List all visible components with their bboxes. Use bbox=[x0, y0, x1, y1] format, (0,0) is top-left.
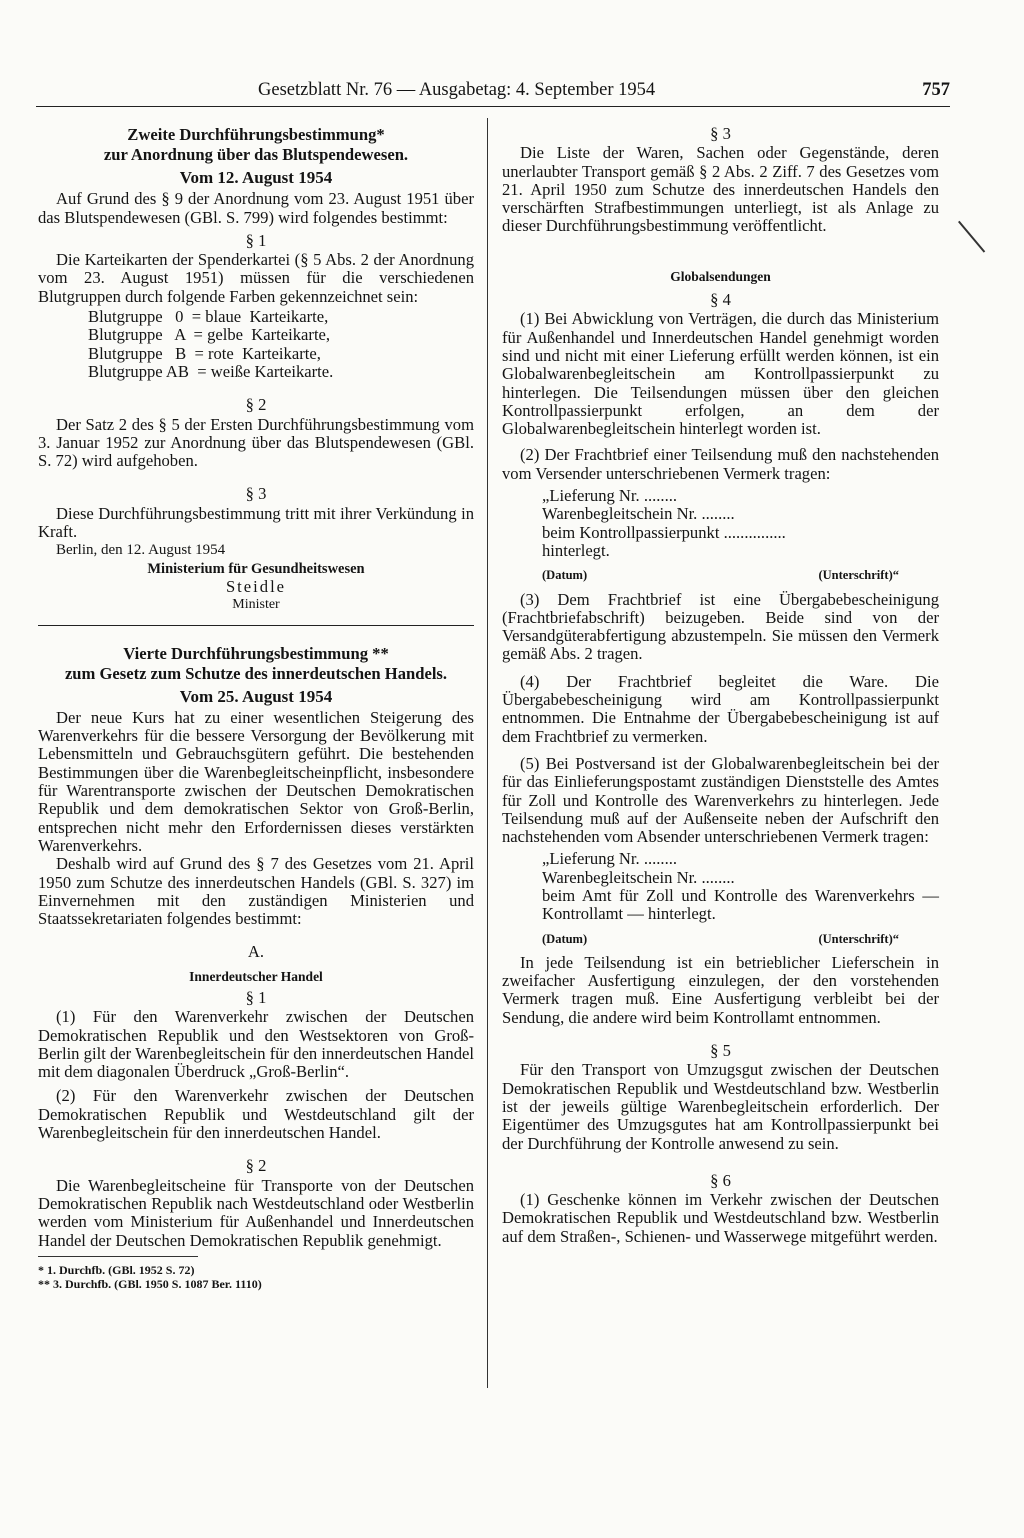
form1-line: Warenbegleitschein Nr. ........ bbox=[542, 504, 735, 524]
decree2-signatory: Steidle bbox=[225, 576, 287, 596]
blood-group-item: Blutgruppe B = rote Karteikarte, bbox=[88, 343, 321, 363]
decree2-intro: Auf Grund des § 9 der Anordnung vom 23. August 1951 über das Blutspendewesen (GBl. S. 799) wird folgendes bestimmt: bbox=[38, 189, 474, 227]
global-shipments-title: Globalsendungen bbox=[670, 268, 771, 284]
form1-signature-row bbox=[542, 566, 939, 584]
section3-heading: § 3 bbox=[710, 124, 731, 143]
page-number: 757 bbox=[922, 80, 950, 100]
margin-mark bbox=[958, 221, 985, 253]
decree4-section2-heading: § 2 bbox=[245, 1156, 267, 1176]
form1-signature-label: (Unterschrift)“ bbox=[818, 568, 899, 583]
decree4-date: Vom 25. August 1954 bbox=[179, 686, 333, 706]
decree4-enactment: Deshalb wird auf Grund des § 7 des Gesetzes vom 21. April 1950 zum Schutze des innerdeutschen Handels (GBl. S. 327) im Einvernehmen mit den zuständigen Ministerien und Staatssekretariaten folgendes bestimmt: bbox=[38, 854, 474, 929]
column-divider bbox=[487, 118, 488, 1388]
form1-line: „Lieferung Nr. ........ bbox=[542, 486, 678, 506]
form2-signature-row bbox=[542, 930, 939, 948]
decree4-section1-para2: (2) Für den Warenverkehr zwischen der Deutschen Demokratischen Republik und Westdeutschland gilt der Warenbegleitschein für den innerdeutschen Handel. bbox=[38, 1086, 474, 1143]
blood-group-item: Blutgruppe AB = weiße Karteikarte. bbox=[88, 361, 334, 381]
decree4-section2-text: Die Warenbegleitscheine für Transporte von der Deutschen Demokratischen Republik nach Westdeutschland oder Westberlin werden vom Ministerium für Außenhandel und Innerdeutschen Handel der Deutschen Demokratischen Republik genehmigt. bbox=[38, 1175, 474, 1250]
footnote: * 1. Durchfb. (GBl. 1952 S. 72) bbox=[38, 1262, 195, 1277]
decree4-preamble: Der neue Kurs hat zu einer wesentlichen Steigerung des Warenverkehrs für die bessere Versorgung der Bevölkerung mit Lebensmitteln und Gebrauchsgütern geführt. Die bestehenden Bestimmungen über die Warenbegleitscheinpflicht, insbesondere für Warentransporte zwischen der Deutschen Demokratischen Republik und dem demokratischen Sektor von Groß-Berlin, entsprechen nicht mehr den Erfordernissen dieses verstärkten Warenverkehrs. bbox=[38, 707, 474, 855]
decree4-title-line1: Vierte Durchführungsbestimmung ** bbox=[123, 643, 389, 663]
decree2-title-line2: zur Anordnung über das Blutspendewesen. bbox=[103, 145, 409, 164]
section6-text: (1) Geschenke können im Verkehr zwischen der Deutschen Demokratischen Republik und Westdeutschland bzw. Westberlin auf dem Straßen-, Schienen- und Wasserwege mitgeführt werden. bbox=[502, 1190, 939, 1246]
form2-line: „Lieferung Nr. ........ bbox=[542, 849, 678, 869]
blood-group-item: Blutgruppe A = gelbe Karteikarte, bbox=[88, 325, 331, 345]
section4-para1: (1) Bei Abwicklung von Verträgen, die durch das Ministerium für Außenhandel und Innerdeutschen Handel genehmigt worden sind und nicht mit einer Lieferung erfüllt werden können, ist ein Globalwarenbegleitschein am Kontrollpassierpunkt zu hinterlegen. Die Teilsendungen müssen über den gleichen Kontrollpassierpunkt erfolgen, an dem der Globalwarenbegleitschein hinterlegt worden ist. bbox=[502, 309, 939, 439]
blood-group-item: Blutgruppe 0 = blaue Karteikarte, bbox=[88, 307, 329, 327]
decree2-title-line1: Zweite Durchführungsbestimmung* bbox=[127, 125, 385, 144]
decree2-section3-heading: § 3 bbox=[245, 484, 267, 504]
form1-date-label: (Datum) bbox=[542, 568, 588, 583]
footnote: ** 3. Durchfb. (GBl. 1950 S. 1087 Ber. 1110) bbox=[38, 1276, 262, 1291]
page-header bbox=[36, 80, 950, 107]
decree2-signatory-role: Minister bbox=[232, 597, 280, 613]
decree4-title-line2: zum Gesetz zum Schutze des innerdeutschen Handels. bbox=[64, 663, 448, 683]
section4-para3: (3) Dem Frachtbrief ist eine Übergabebescheinigung (Frachtbriefabschrift) beizugeben. Beide sind von der Versandgüterabfertigung abzustempeln. Sie müssen den Vermerk gemäß Abs. 2 tragen. bbox=[502, 589, 939, 664]
section5-text: Für den Transport von Umzugsgut zwischen der Deutschen Demokratischen Republik und Westdeutschland bzw. Westberlin ist der jeweils gültige Warenbegleitschein erforderlich. Der Eigentümer des Umzugsgutes hat am Kontrollpassierpunkt bei der Durchführung der Kontrolle anwesend zu sein. bbox=[502, 1060, 939, 1153]
part-a-heading: A. bbox=[247, 942, 265, 962]
form1-line: beim Kontrollpassierpunkt ............... bbox=[542, 522, 786, 542]
blood-group-list bbox=[88, 308, 474, 381]
form2-line: Warenbegleitschein Nr. ........ bbox=[542, 867, 735, 887]
section4-para2: (2) Der Frachtbrief einer Teilsendung muß den nachstehenden vom Versender unterschriebenen Vermerk tragen: bbox=[502, 445, 939, 483]
decree2-date: Vom 12. August 1954 bbox=[179, 168, 333, 187]
section4-heading: § 4 bbox=[710, 290, 731, 310]
section6-heading: § 6 bbox=[710, 1170, 731, 1190]
section5-heading: § 5 bbox=[710, 1041, 731, 1061]
footnotes bbox=[38, 1256, 262, 1291]
decree2-section2-heading: § 2 bbox=[245, 395, 267, 415]
section3-text: Die Liste der Waren, Sachen oder Gegenstände, deren unerlaubter Transport gemäß § 2 Abs. 2 Ziff. 7 des Gesetzes vom 21. April 1950 zum Schutze des innerdeutschen Handels den verschärften Strafbestimmungen unterliegt, ist als Anlage zu dieser Durchführungsbestimmung veröffentlicht. bbox=[502, 143, 939, 236]
decree2-section1-text: Die Karteikarten der Spenderkartei (§ 5 Abs. 2 der Anordnung vom 23. August 1951) müssen für die verschiedenen Blutgruppen durch folgende Farben gekennzeichnet sein: bbox=[38, 250, 474, 306]
form2-date-label: (Datum) bbox=[542, 931, 588, 946]
decree4-section1-para1: (1) Für den Warenverkehr zwischen der Deutschen Demokratischen Republik und den Westsektoren von Groß-Berlin gilt der Warenbegleitschein für den innerdeutschen Handel mit dem diagonalen Überdruck „Groß-Berlin“. bbox=[38, 1007, 474, 1082]
section4-para4: (4) Der Frachtbrief begleitet die Ware. Die Übergabebescheinigung wird am Kontrollpassierpunkt entnommen. Die Entnahme der Übergabebescheinigung ist auf dem Frachtbrief zu vermerken. bbox=[502, 671, 939, 746]
decree-separator bbox=[38, 625, 474, 626]
section4-para5: (5) Bei Postversand ist der Globalwarenbegleitschein bei der für das Einlieferungspostamt zuständigen Dienststelle des Amtes für Zoll und Kontrolle des Warenverkehrs zu hinterlegen. Jede Teilsendung muß auf der Außenseite neben der Aufschrift den nachstehenden vom Absender unterschriebenen Vermerk tragen: bbox=[502, 753, 939, 847]
decree4-section1-heading: § 1 bbox=[245, 987, 267, 1007]
left-column bbox=[38, 125, 474, 1291]
form2-signature-label: (Unterschrift)“ bbox=[818, 931, 899, 946]
decree2-section3-text: Diese Durchführungsbestimmung tritt mit ihrer Verkündung in Kraft. bbox=[38, 503, 474, 542]
section4-para6: In jede Teilsendung ist ein betrieblicher Lieferschein in zweifacher Ausfertigung einzulegen, der den vorstehenden Vermerk tragen muß. Eine Ausfertigung verbleibt bei der Sendung, die andere wird beim Kontrollamt entnommen. bbox=[502, 952, 939, 1027]
decree2-place-date: Berlin, den 12. August 1954 bbox=[56, 542, 226, 559]
part-a-title: Innerdeutscher Handel bbox=[189, 968, 323, 984]
gazette-title: Gesetzblatt Nr. 76 — Ausgabetag: 4. September 1954 bbox=[258, 80, 656, 100]
decree2-section2-text: Der Satz 2 des § 5 der Ersten Durchführungsbestimmung vom 3. Januar 1952 zur Anordnung über das Blutspendewesen (GBl. S. 72) wird aufgehoben. bbox=[38, 414, 474, 471]
form1-line: hinterlegt. bbox=[542, 540, 610, 560]
right-column bbox=[502, 125, 939, 1246]
decree2-ministry: Ministerium für Gesundheitswesen bbox=[147, 560, 365, 577]
decree2-section1-heading: § 1 bbox=[245, 230, 267, 250]
form2-line: beim Amt für Zoll und Kontrolle des Warenverkehrs — Kontrollamt — hinterlegt. bbox=[542, 885, 939, 924]
